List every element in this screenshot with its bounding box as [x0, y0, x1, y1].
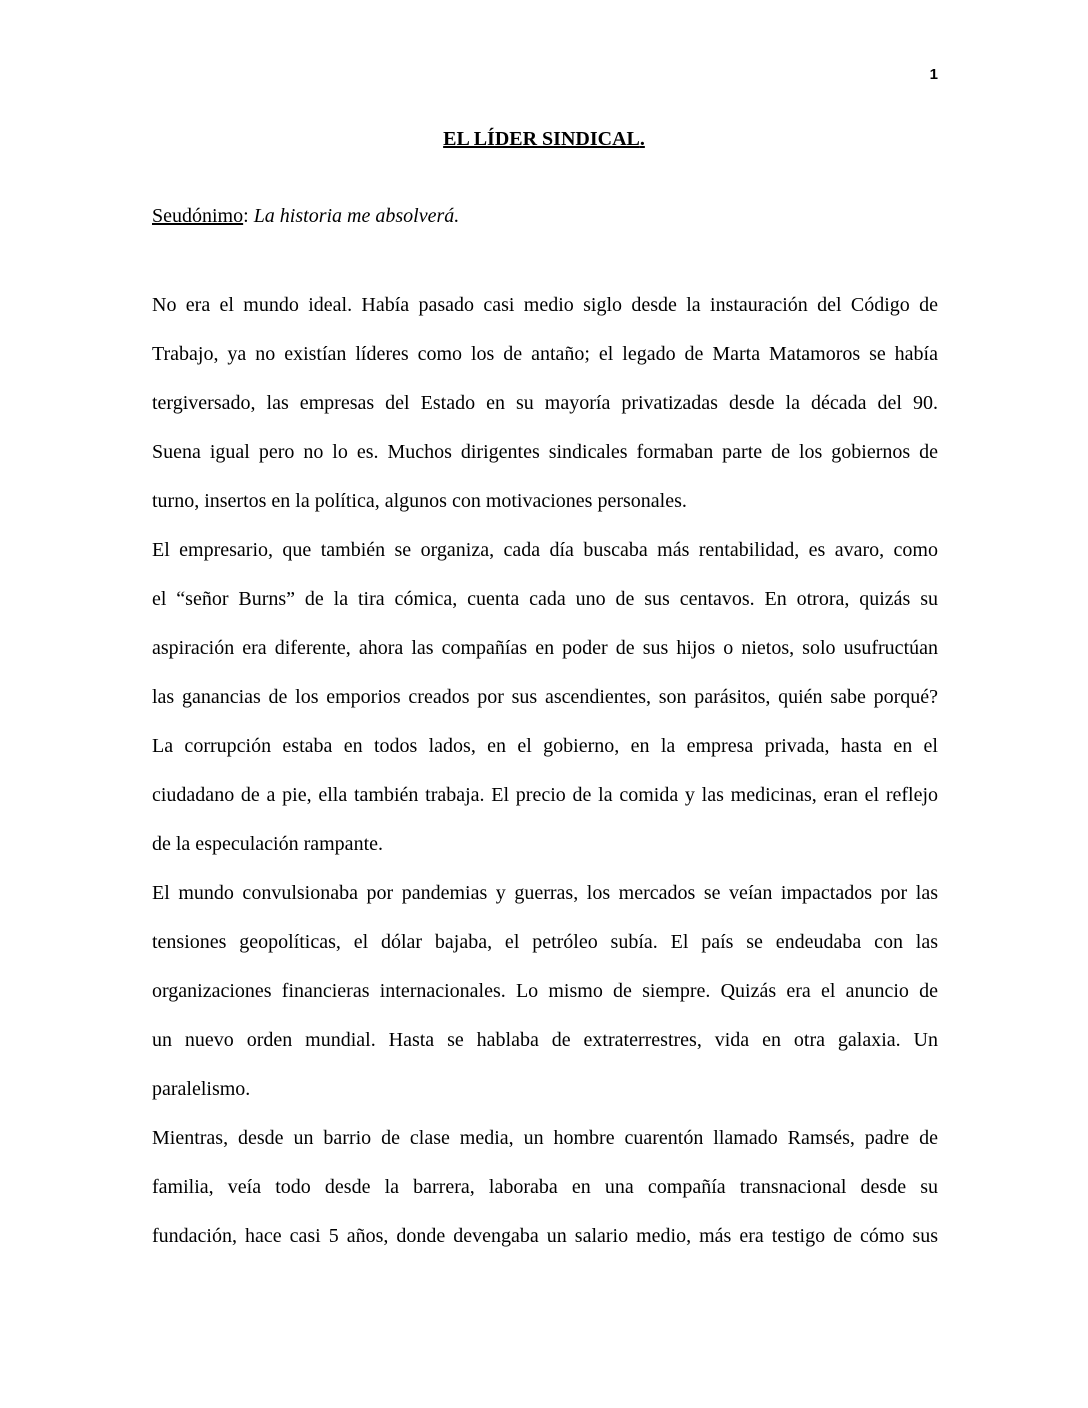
- text-line: Mientras, desde un barrio de clase media, un hombre cuarentón llamado Ramsés, padre de: [152, 1127, 938, 1149]
- pseudonym-label: Seudónimo: [152, 205, 244, 227]
- text-line: las ganancias de los emporios creados por sus ascendientes, son parásitos, quién sabe porqué?: [152, 686, 938, 708]
- text-line: El mundo convulsionaba por pandemias y guerras, los mercados se veían impactados por las: [152, 882, 938, 904]
- text-line: tensiones geopolíticas, el dólar bajaba, el petróleo subía. El país se endeudaba con las: [152, 931, 938, 953]
- text-line: turno, insertos en la política, algunos con motivaciones personales.: [152, 490, 687, 512]
- text-line: tergiversado, las empresas del Estado en su mayoría privatizadas desde la década del 90.: [152, 392, 938, 414]
- text-line: El empresario, que también se organiza, cada día buscaba más rentabilidad, es avaro, como: [152, 539, 938, 561]
- text-line: de la especulación rampante.: [152, 833, 383, 855]
- text-line: No era el mundo ideal. Había pasado casi medio siglo desde la instauración del Código de: [152, 294, 938, 316]
- text-line: el “señor Burns” de la tira cómica, cuenta cada uno de sus centavos. En otrora, quizás su: [152, 588, 938, 610]
- text-line: un nuevo orden mundial. Hasta se hablaba de extraterrestres, vida en otra galaxia. Un: [152, 1029, 938, 1051]
- text-line: paralelismo.: [152, 1078, 251, 1100]
- text-line: fundación, hace casi 5 años, donde devengaba un salario medio, más era testigo de cómo sus: [152, 1225, 938, 1247]
- page-number: 1: [929, 66, 938, 83]
- pseudonym-line: [152, 205, 459, 228]
- document-title: [0, 128, 1088, 151]
- text-line: Trabajo, ya no existían líderes como los de antaño; el legado de Marta Matamoros se había: [152, 343, 938, 365]
- text-line: aspiración era diferente, ahora las compañías en poder de sus hijos o nietos, solo usufructúan: [152, 637, 938, 659]
- title-text: EL LÍDER SINDICAL: [443, 128, 640, 150]
- text-line: Suena igual pero no lo es. Muchos dirigentes sindicales formaban parte de los gobiernos de: [152, 441, 938, 463]
- text-line: familia, veía todo desde la barrera, laboraba en una compañía transnacional desde su: [152, 1176, 938, 1198]
- text-line: organizaciones financieras internacionales. Lo mismo de siempre. Quizás era el anuncio de: [152, 980, 938, 1002]
- body-text: [152, 281, 938, 1261]
- text-line: ciudadano de a pie, ella también trabaja. El precio de la comida y las medicinas, eran el reflejo: [152, 784, 938, 806]
- pseudonym-separator: :: [243, 205, 254, 227]
- pseudonym-value: La historia me absolverá.: [253, 205, 460, 227]
- text-line: La corrupción estaba en todos lados, en el gobierno, en la empresa privada, hasta en el: [152, 735, 938, 757]
- title-suffix: .: [639, 128, 645, 150]
